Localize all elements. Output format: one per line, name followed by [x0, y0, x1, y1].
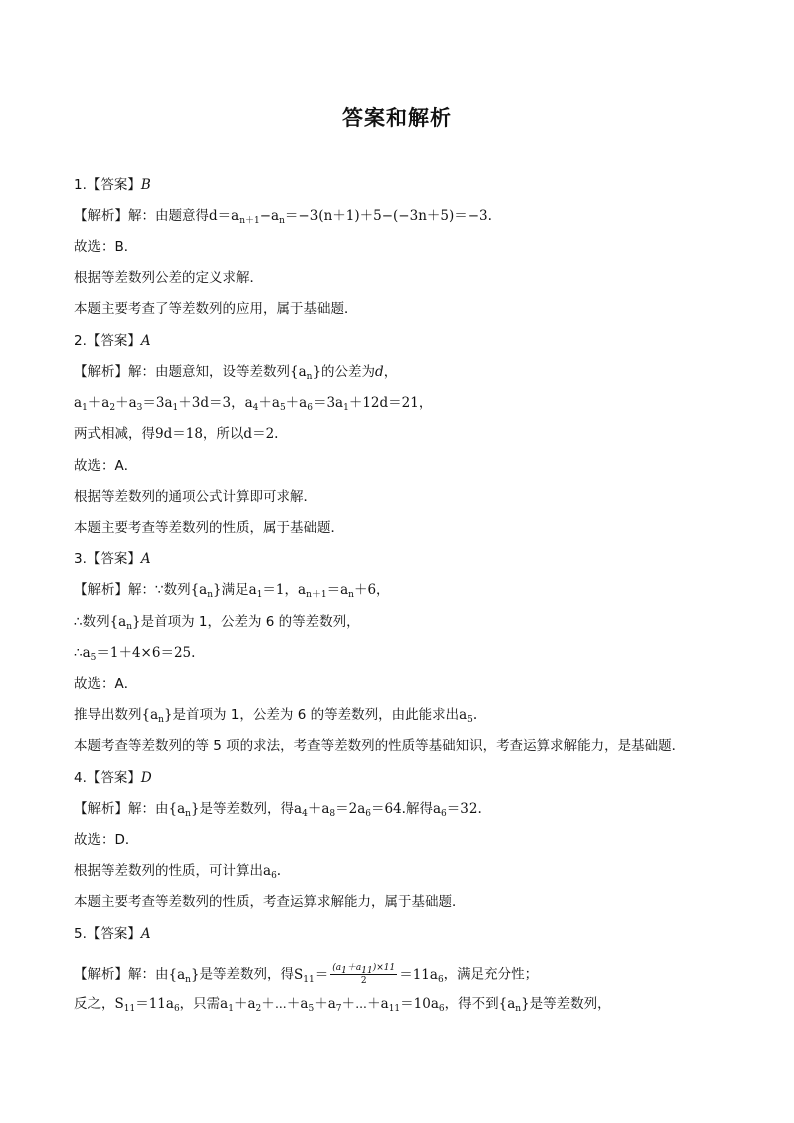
q4-method-a: 根据等差数列的性质，可计算出 — [74, 863, 263, 879]
q3-condition: $a_1=1$，$a_{n+1}=a_n+6$， — [248, 582, 390, 600]
q2-subtract-b: 9d＝18 — [155, 426, 203, 442]
q5-analysis-line — [74, 962, 538, 987]
q5-answer-line — [74, 924, 151, 944]
q2-subtract-line — [74, 424, 278, 444]
page-title: 答案和解析 — [342, 106, 452, 130]
q4-formula: $a_4+a_8=2a_6=64$. — [294, 801, 406, 819]
q3-method-b: 是首项为 1，公差为 6 的等差数列，由此能求出 — [172, 707, 460, 723]
q5-analysis-text-b: 是等差数列，得 — [199, 966, 295, 983]
q3-answer-label: 3.【答案】 — [74, 551, 141, 567]
q5-converse-e: ，得不到 — [444, 996, 499, 1012]
q3-conclusion-a: ∴数列 — [74, 614, 110, 630]
q5-converse-c: ，只需 — [179, 996, 221, 1012]
q5-analysis-text-c: ，满足充分性； — [443, 966, 539, 983]
q2-analysis-line — [74, 362, 397, 382]
q5-fraction-denominator: 2 — [360, 976, 367, 986]
q4-method-b: $a_6$. — [263, 863, 282, 881]
q3-conclusion-b: 是首项为 1，公差为 6 的等差数列， — [140, 614, 360, 630]
q4-method-line — [74, 861, 281, 881]
q3-answer-line — [74, 549, 151, 569]
q5-converse-b: $S_{11}=11a_6$ — [114, 996, 180, 1014]
q5-after-fraction: $=11a_6$ — [399, 966, 444, 985]
q3-analysis-text-b: 满足 — [221, 582, 249, 598]
q2-analysis-text-a: 【解析】解：由题意知，设等差数列 — [74, 364, 290, 380]
q4-seq: $\{a_n\}$ — [168, 801, 200, 819]
q5-converse-f: $\{a_n\}$ — [498, 996, 530, 1014]
q1-method: 根据等差数列公差的定义求解． — [74, 270, 263, 286]
q5-converse-line — [74, 994, 611, 1014]
q5-converse-g: 是等差数列， — [529, 996, 611, 1012]
q2-seq: $\{a_n\}$ — [290, 364, 322, 382]
q3-method-line — [74, 705, 477, 725]
q1-comment: 本题主要考查了等差数列的应用，属于基础题． — [74, 301, 358, 317]
q4-analysis-text-a: 【解析】解：由 — [74, 801, 169, 817]
q2-subtract-a: 两式相减，得 — [74, 426, 155, 442]
q5-seq: $\{a_n\}$ — [168, 966, 200, 985]
q4-answer-line — [74, 768, 152, 788]
q5-converse-d: $a_1+a_2+\cdots+a_5+a_7+\cdots+a_{11}=10a_6$ — [220, 996, 445, 1014]
q2-subtract-d: d＝2. — [243, 426, 279, 442]
q3-analysis-line — [74, 580, 390, 600]
q5-s11: $S_{11}=$ — [294, 966, 329, 985]
q1-formula: $d=a_{n+1}-a_n=-3(n+1)+5-(-3n+5)=-3$. — [209, 208, 492, 226]
q2-d: d — [375, 364, 384, 380]
q2-answer-value: A — [140, 333, 151, 349]
q1-choice: 故选：B． — [74, 239, 138, 255]
q2-analysis-text-b: 的公差为 — [321, 364, 376, 380]
q3-method-c: $a_5$. — [459, 707, 478, 725]
q3-choice: 故选：A． — [74, 676, 138, 692]
q2-analysis-text-c: ， — [383, 364, 398, 380]
q2-equations: $a_1+a_2+a_3=3a_1+3d=3$，$a_4+a_5+a_6=3a_1+12d=21$， — [74, 395, 433, 413]
q3-a5-line: $\therefore a_5=1+4\times 6=25$. — [74, 645, 196, 663]
q4-answer-value: D — [140, 770, 152, 786]
q3-analysis-text-a: 【解析】解：∵数列 — [74, 582, 191, 598]
q4-analysis-line — [74, 799, 482, 819]
q4-answer-label: 4.【答案】 — [74, 770, 141, 786]
q3-answer-value: A — [140, 551, 151, 567]
q2-answer-line — [74, 331, 151, 351]
q5-answer-value: A — [140, 926, 151, 942]
q2-comment: 本题主要考查等差数列的性质，属于基础题． — [74, 520, 344, 536]
q5-converse-a: 反之， — [74, 996, 115, 1012]
q4-result: $a_6=32$. — [432, 801, 482, 819]
q3-comment: 本题考查等差数列的等 5 项的求法，考查等差数列的性质等基础知识，考查运算求解能力，是基础题． — [74, 738, 686, 754]
q4-analysis-text-b: 是等差数列，得 — [199, 801, 295, 817]
q2-subtract-c: ，所以 — [202, 426, 244, 442]
q5-fraction-numerator: $(a_1+a_{11})\times 11$ — [332, 963, 396, 976]
q1-answer-value: B — [140, 177, 151, 193]
q5-fraction — [330, 962, 397, 987]
q1-analysis-line — [74, 206, 492, 226]
q5-answer-label: 5.【答案】 — [74, 926, 141, 942]
q1-analysis-text: 【解析】解：由题意得 — [74, 208, 209, 224]
q1-answer-label: 1.【答案】 — [74, 177, 141, 193]
q3-seq-3: $\{a_n\}$ — [141, 707, 173, 725]
q1-answer-line — [74, 175, 151, 195]
q2-method: 根据等差数列的通项公式计算即可求解． — [74, 489, 317, 505]
q2-choice: 故选：A． — [74, 458, 138, 474]
q3-conclusion-line — [74, 612, 360, 632]
q3-method-a: 推导出数列 — [74, 707, 142, 723]
q3-seq: $\{a_n\}$ — [190, 582, 222, 600]
q4-comment: 本题主要考查等差数列的性质，考查运算求解能力，属于基础题． — [74, 894, 466, 910]
q4-choice: 故选：D． — [74, 832, 139, 848]
q2-answer-label: 2.【答案】 — [74, 333, 141, 349]
q3-seq-2: $\{a_n\}$ — [109, 614, 141, 632]
q4-analysis-text-c: 解得 — [405, 801, 433, 817]
q5-analysis-text-a: 【解析】解：由 — [74, 966, 169, 983]
